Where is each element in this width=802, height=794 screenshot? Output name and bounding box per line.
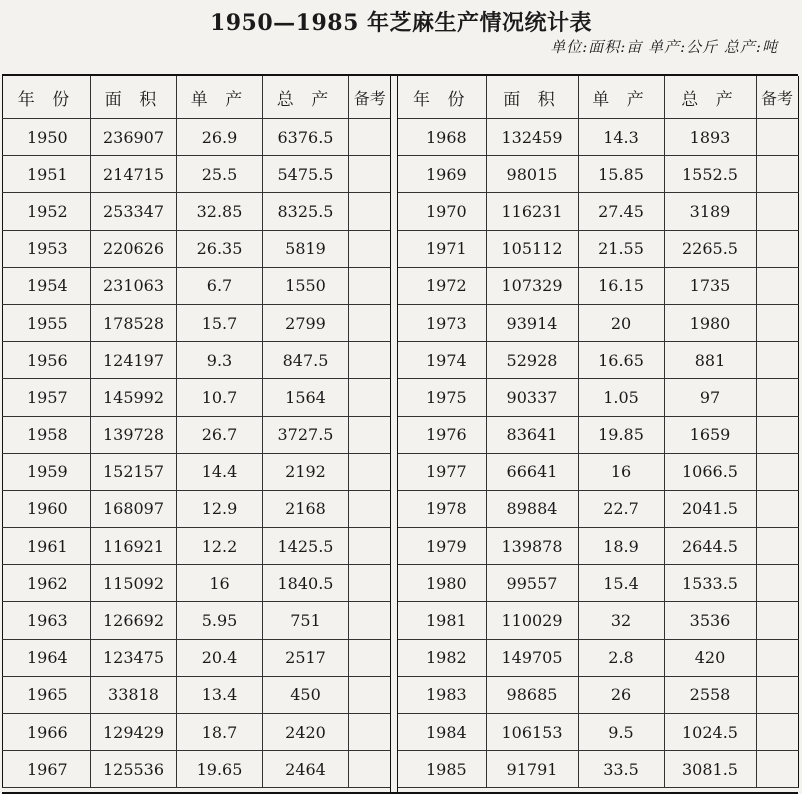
header-remarks: 备考 <box>756 76 798 119</box>
cell-year: 1967 <box>3 751 91 788</box>
cell-total-output: 5475.5 <box>263 156 349 193</box>
cell-year: 1953 <box>3 230 91 267</box>
cell-remarks <box>756 565 798 602</box>
cell-area: 139878 <box>486 528 578 565</box>
header-area: 面 积 <box>486 76 578 119</box>
cell-area: 110029 <box>486 602 578 639</box>
cell-year: 1950 <box>3 119 91 156</box>
cell-year: 1966 <box>3 714 91 751</box>
cell-remarks <box>349 230 391 267</box>
cell-total-output: 1564 <box>263 379 349 416</box>
table-row <box>398 639 798 676</box>
cell-total-output: 2558 <box>664 676 756 713</box>
cell-total-output: 2168 <box>263 490 349 527</box>
cell-year: 1963 <box>3 602 91 639</box>
cell-unit-yield: 32 <box>578 602 664 639</box>
cell-total-output: 2041.5 <box>664 490 756 527</box>
table-row <box>398 714 798 751</box>
cell-remarks <box>349 267 391 304</box>
cell-remarks <box>756 193 798 230</box>
cell-total-output: 1533.5 <box>664 565 756 602</box>
cell-area: 91791 <box>486 751 578 788</box>
cell-total-output: 3536 <box>664 602 756 639</box>
cell-remarks <box>756 639 798 676</box>
cell-remarks <box>756 490 798 527</box>
cell-unit-yield: 26.9 <box>177 119 263 156</box>
table-row <box>398 453 798 490</box>
cell-remarks <box>756 676 798 713</box>
cell-unit-yield: 19.65 <box>177 751 263 788</box>
cell-unit-yield: 33.5 <box>578 751 664 788</box>
cell-remarks <box>349 602 391 639</box>
cell-area: 105112 <box>486 230 578 267</box>
cell-area: 90337 <box>486 379 578 416</box>
cell-area: 124197 <box>91 342 177 379</box>
cell-area: 126692 <box>91 602 177 639</box>
cell-year: 1961 <box>3 528 91 565</box>
cell-unit-yield: 22.7 <box>578 490 664 527</box>
table-row <box>3 490 391 527</box>
cell-year: 1974 <box>398 342 486 379</box>
cell-year: 1955 <box>3 304 91 341</box>
table-row <box>3 751 391 788</box>
cell-total-output: 1659 <box>664 416 756 453</box>
cell-remarks <box>756 379 798 416</box>
cell-unit-yield: 1.05 <box>578 379 664 416</box>
cell-unit-yield: 18.7 <box>177 714 263 751</box>
cell-total-output: 2644.5 <box>664 528 756 565</box>
header-year: 年 份 <box>3 76 91 119</box>
cell-unit-yield: 16 <box>578 453 664 490</box>
cell-unit-yield: 25.5 <box>177 156 263 193</box>
cell-remarks <box>349 714 391 751</box>
table-right <box>398 76 799 788</box>
cell-year: 1979 <box>398 528 486 565</box>
cell-area: 139728 <box>91 416 177 453</box>
cell-unit-yield: 27.45 <box>578 193 664 230</box>
cell-total-output: 847.5 <box>263 342 349 379</box>
cell-year: 1981 <box>398 602 486 639</box>
cell-year: 1962 <box>3 565 91 602</box>
cell-year: 1982 <box>398 639 486 676</box>
cell-year: 1976 <box>398 416 486 453</box>
cell-remarks <box>349 676 391 713</box>
cell-remarks <box>349 416 391 453</box>
cell-unit-yield: 15.4 <box>578 565 664 602</box>
cell-total-output: 1735 <box>664 267 756 304</box>
cell-unit-yield: 5.95 <box>177 602 263 639</box>
cell-remarks <box>756 304 798 341</box>
cell-total-output: 1552.5 <box>664 156 756 193</box>
cell-unit-yield: 18.9 <box>578 528 664 565</box>
cell-year: 1983 <box>398 676 486 713</box>
cell-remarks <box>349 490 391 527</box>
cell-total-output: 881 <box>664 342 756 379</box>
table-row <box>398 565 798 602</box>
cell-total-output: 2192 <box>263 453 349 490</box>
table-row <box>398 342 798 379</box>
table-row <box>3 602 391 639</box>
cell-total-output: 1980 <box>664 304 756 341</box>
table-row <box>3 416 391 453</box>
cell-unit-yield: 16.15 <box>578 267 664 304</box>
cell-remarks <box>756 267 798 304</box>
cell-area: 132459 <box>486 119 578 156</box>
cell-total-output: 1066.5 <box>664 453 756 490</box>
cell-total-output: 420 <box>664 639 756 676</box>
header-year: 年 份 <box>398 76 486 119</box>
table-row <box>3 528 391 565</box>
cell-total-output: 6376.5 <box>263 119 349 156</box>
cell-year: 1978 <box>398 490 486 527</box>
table-row <box>3 676 391 713</box>
cell-unit-yield: 14.3 <box>578 119 664 156</box>
cell-total-output: 5819 <box>263 230 349 267</box>
header-row <box>398 76 798 119</box>
cell-remarks <box>349 453 391 490</box>
table-divider <box>390 76 398 792</box>
cell-remarks <box>349 156 391 193</box>
cell-year: 1960 <box>3 490 91 527</box>
cell-total-output: 97 <box>664 379 756 416</box>
header-total-output: 总 产 <box>263 76 349 119</box>
cell-remarks <box>349 119 391 156</box>
cell-area: 152157 <box>91 453 177 490</box>
table-row <box>3 714 391 751</box>
table-row <box>398 230 798 267</box>
table-right-half <box>398 76 798 792</box>
table-row <box>398 676 798 713</box>
cell-remarks <box>756 156 798 193</box>
table-row <box>3 156 391 193</box>
cell-area: 66641 <box>486 453 578 490</box>
cell-area: 220626 <box>91 230 177 267</box>
cell-year: 1964 <box>3 639 91 676</box>
cell-remarks <box>756 714 798 751</box>
cell-unit-yield: 15.7 <box>177 304 263 341</box>
cell-area: 123475 <box>91 639 177 676</box>
cell-remarks <box>756 230 798 267</box>
cell-area: 231063 <box>91 267 177 304</box>
cell-area: 93914 <box>486 304 578 341</box>
table-row <box>3 342 391 379</box>
cell-year: 1972 <box>398 267 486 304</box>
cell-total-output: 3189 <box>664 193 756 230</box>
cell-area: 107329 <box>486 267 578 304</box>
cell-unit-yield: 14.4 <box>177 453 263 490</box>
cell-unit-yield: 32.85 <box>177 193 263 230</box>
cell-area: 83641 <box>486 416 578 453</box>
header-total-output: 总 产 <box>664 76 756 119</box>
table-row <box>398 119 798 156</box>
cell-remarks <box>756 342 798 379</box>
cell-area: 129429 <box>91 714 177 751</box>
table-row <box>398 602 798 639</box>
cell-area: 178528 <box>91 304 177 341</box>
table-row <box>398 193 798 230</box>
cell-area: 89884 <box>486 490 578 527</box>
cell-area: 116921 <box>91 528 177 565</box>
cell-total-output: 2464 <box>263 751 349 788</box>
cell-year: 1958 <box>3 416 91 453</box>
cell-remarks <box>349 193 391 230</box>
cell-total-output: 751 <box>263 602 349 639</box>
header-row <box>3 76 391 119</box>
cell-remarks <box>349 342 391 379</box>
table-row <box>3 230 391 267</box>
cell-unit-yield: 6.7 <box>177 267 263 304</box>
cell-area: 52928 <box>486 342 578 379</box>
cell-area: 145992 <box>91 379 177 416</box>
cell-total-output: 2420 <box>263 714 349 751</box>
cell-unit-yield: 15.85 <box>578 156 664 193</box>
cell-year: 1969 <box>398 156 486 193</box>
cell-total-output: 2517 <box>263 639 349 676</box>
cell-year: 1980 <box>398 565 486 602</box>
cell-unit-yield: 12.2 <box>177 528 263 565</box>
cell-year: 1973 <box>398 304 486 341</box>
table-row <box>398 156 798 193</box>
table-row <box>3 304 391 341</box>
cell-remarks <box>756 416 798 453</box>
table-row <box>3 639 391 676</box>
table-row <box>3 453 391 490</box>
cell-total-output: 1425.5 <box>263 528 349 565</box>
cell-area: 125536 <box>91 751 177 788</box>
cell-area: 214715 <box>91 156 177 193</box>
cell-total-output: 1893 <box>664 119 756 156</box>
cell-year: 1971 <box>398 230 486 267</box>
cell-area: 115092 <box>91 565 177 602</box>
cell-area: 236907 <box>91 119 177 156</box>
cell-total-output: 1550 <box>263 267 349 304</box>
cell-total-output: 450 <box>263 676 349 713</box>
cell-year: 1970 <box>398 193 486 230</box>
table-row <box>3 379 391 416</box>
cell-remarks <box>756 602 798 639</box>
cell-year: 1951 <box>3 156 91 193</box>
cell-remarks <box>756 119 798 156</box>
header-area: 面 积 <box>91 76 177 119</box>
cell-area: 98685 <box>486 676 578 713</box>
units-note: 单位:面积:亩 单产:公斤 总产:吨 <box>550 38 778 56</box>
cell-total-output: 2265.5 <box>664 230 756 267</box>
cell-year: 1975 <box>398 379 486 416</box>
cell-year: 1952 <box>3 193 91 230</box>
cell-unit-yield: 16.65 <box>578 342 664 379</box>
page-title: 1950—1985 年芝麻生产情况统计表 <box>209 10 593 36</box>
cell-unit-yield: 10.7 <box>177 379 263 416</box>
header-remarks: 备考 <box>349 76 391 119</box>
cell-unit-yield: 9.5 <box>578 714 664 751</box>
cell-total-output: 1840.5 <box>263 565 349 602</box>
header-unit-yield: 单 产 <box>177 76 263 119</box>
cell-unit-yield: 9.3 <box>177 342 263 379</box>
cell-total-output: 1024.5 <box>664 714 756 751</box>
header-unit-yield: 单 产 <box>578 76 664 119</box>
table-row <box>3 565 391 602</box>
cell-area: 149705 <box>486 639 578 676</box>
cell-unit-yield: 2.8 <box>578 639 664 676</box>
cell-unit-yield: 13.4 <box>177 676 263 713</box>
statistics-table <box>2 74 798 794</box>
cell-remarks <box>756 751 798 788</box>
cell-area: 116231 <box>486 193 578 230</box>
cell-area: 168097 <box>91 490 177 527</box>
cell-area: 99557 <box>486 565 578 602</box>
cell-unit-yield: 20 <box>578 304 664 341</box>
cell-remarks <box>349 379 391 416</box>
table-left-half <box>2 76 390 792</box>
cell-area: 33818 <box>91 676 177 713</box>
cell-year: 1954 <box>3 267 91 304</box>
table-row <box>398 751 798 788</box>
cell-year: 1984 <box>398 714 486 751</box>
table-row <box>398 490 798 527</box>
cell-unit-yield: 16 <box>177 565 263 602</box>
table-row <box>398 416 798 453</box>
cell-area: 253347 <box>91 193 177 230</box>
cell-remarks <box>349 528 391 565</box>
cell-area: 106153 <box>486 714 578 751</box>
cell-unit-yield: 26.7 <box>177 416 263 453</box>
cell-remarks <box>756 528 798 565</box>
table-row <box>3 119 391 156</box>
cell-unit-yield: 12.9 <box>177 490 263 527</box>
cell-year: 1959 <box>3 453 91 490</box>
cell-remarks <box>349 304 391 341</box>
cell-unit-yield: 26.35 <box>177 230 263 267</box>
cell-total-output: 3727.5 <box>263 416 349 453</box>
cell-total-output: 3081.5 <box>664 751 756 788</box>
cell-total-output: 2799 <box>263 304 349 341</box>
cell-total-output: 8325.5 <box>263 193 349 230</box>
cell-unit-yield: 26 <box>578 676 664 713</box>
table-row <box>3 267 391 304</box>
cell-remarks <box>756 453 798 490</box>
cell-year: 1968 <box>398 119 486 156</box>
cell-year: 1985 <box>398 751 486 788</box>
table-row <box>398 379 798 416</box>
table-row <box>3 193 391 230</box>
cell-year: 1957 <box>3 379 91 416</box>
table-row <box>398 304 798 341</box>
cell-area: 98015 <box>486 156 578 193</box>
table-left <box>2 76 391 788</box>
table-row <box>398 267 798 304</box>
cell-year: 1956 <box>3 342 91 379</box>
cell-remarks <box>349 565 391 602</box>
cell-remarks <box>349 751 391 788</box>
table-row <box>398 528 798 565</box>
cell-unit-yield: 19.85 <box>578 416 664 453</box>
cell-year: 1965 <box>3 676 91 713</box>
cell-unit-yield: 21.55 <box>578 230 664 267</box>
cell-unit-yield: 20.4 <box>177 639 263 676</box>
cell-remarks <box>349 639 391 676</box>
cell-year: 1977 <box>398 453 486 490</box>
